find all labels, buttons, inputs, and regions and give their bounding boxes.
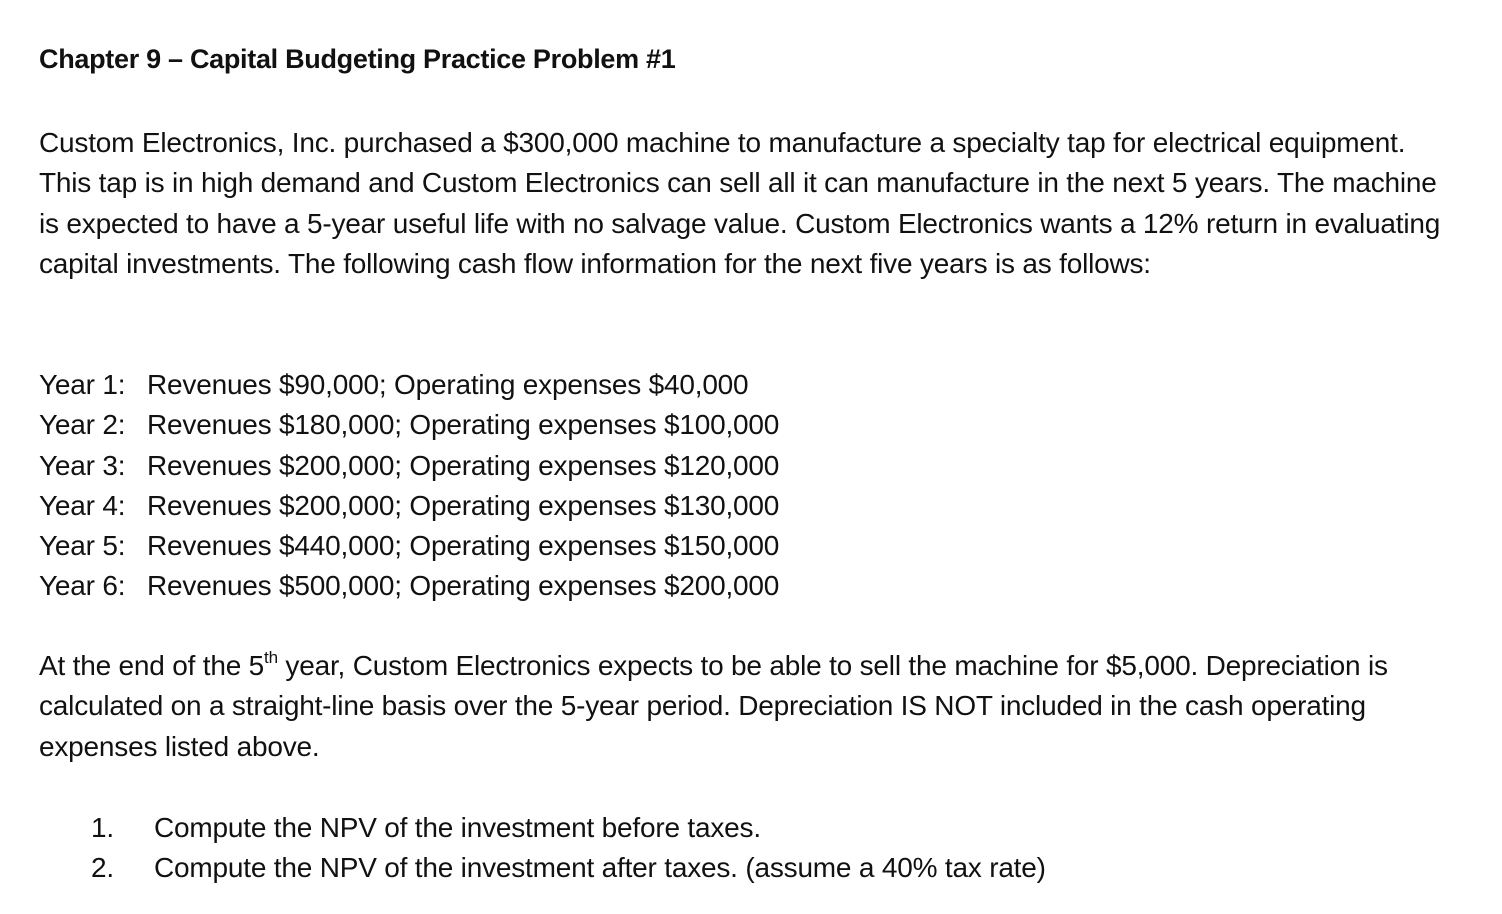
closing-text-start: At the end of the 5 [39, 650, 265, 681]
year-line [39, 566, 779, 606]
year-line [39, 486, 779, 526]
ordinal-superscript: th [264, 648, 278, 667]
year-line [39, 526, 779, 566]
year-detail: Revenues $200,000; Operating expenses $130,000 [147, 489, 780, 521]
question-number: 2. [91, 852, 114, 884]
year-line [39, 365, 779, 405]
question-text: Compute the NPV of the investment after taxes. (assume a 40% tax rate) [154, 852, 1046, 884]
year-line [39, 446, 779, 486]
year-label: Year 6: [39, 570, 126, 602]
closing-text-end: year, Custom Electronics expects to be able to sell the machine for $5,000. Depreciation is calculated on a straight-line basis over the 5-year period. Depreciation IS NOT included in the cash operating expenses listed above. [39, 650, 1388, 762]
question-item [91, 848, 1046, 888]
question-number: 1. [91, 812, 114, 843]
question-text: Compute the NPV of the investment before taxes. [154, 812, 761, 843]
year-detail: Revenues $180,000; Operating expenses $100,000 [147, 409, 780, 441]
year-detail: Revenues $500,000; Operating expenses $200,000 [147, 570, 780, 602]
problem-intro-paragraph: Custom Electronics, Inc. purchased a $300,000 machine to manufacture a specialty tap for electrical equipment. This tap is in high demand and Custom Electronics can sell all it can manufacture in the next 5 years. The machine is expected to have a 5-year useful life with no salvage value. Custom Electronics wants a 12% return in evaluating capital investments. The following cash flow information for the next five years is as follows: [39, 127, 1441, 279]
year-detail: Revenues $90,000; Operating expenses $40,000 [147, 369, 749, 400]
year-label: Year 1: [39, 369, 126, 400]
closing-paragraph [39, 646, 1459, 767]
year-label: Year 4: [39, 489, 126, 521]
document-title: Chapter 9 – Capital Budgeting Practice Problem #1 [39, 44, 676, 74]
year-label: Year 5: [39, 530, 126, 562]
yearly-cash-flow-list [39, 365, 779, 607]
year-detail: Revenues $440,000; Operating expenses $150,000 [147, 530, 780, 562]
year-label: Year 2: [39, 409, 126, 441]
year-detail: Revenues $200,000; Operating expenses $120,000 [147, 449, 780, 481]
question-list [91, 808, 1046, 889]
year-label: Year 3: [39, 449, 126, 481]
question-item [91, 808, 1046, 848]
year-line [39, 405, 779, 445]
